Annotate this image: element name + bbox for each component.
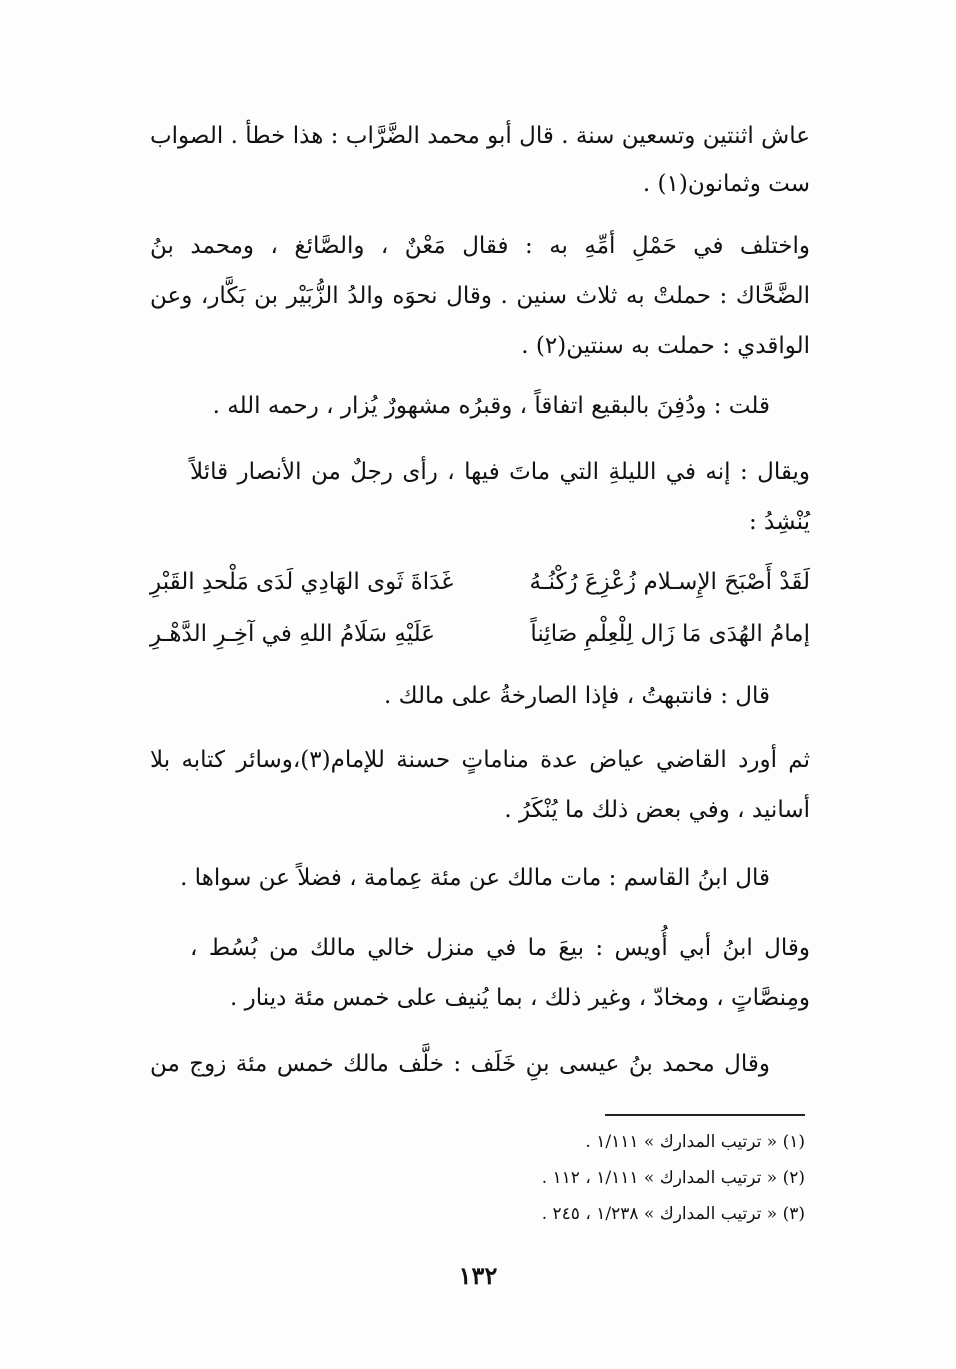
paragraph-3-line-1: قلت : ودُفِنَ بالبقيع اتفاقاً ، وقبرُه مشهورٌ يُزار ، رحمه الله . [212, 393, 770, 419]
paragraph-2-line-2: الضَّحَّاك : حملتْ به ثلاث سنين . وقال نحوَه والدُ الزُّبَيْر بن بَكَّار، وعن [150, 283, 810, 309]
footnote-separator [605, 1114, 805, 1116]
paragraph-6-line-1: ثم أورد القاضي عياض عدة مناماتٍ حسنة للإمام(٣)،وسائر كتابه بلا [150, 747, 810, 773]
verse-2-second-hemistich: عَلَيْهِ سَلَامُ اللهِ في آخِـرِ الدَّهْـرِ [150, 621, 435, 647]
paragraph-9-line-1: وقال محمد بنُ عيسى بنِ خَلَف : خلَّف مالك خمس مئة زوج من [150, 1051, 770, 1077]
verse-1 [150, 560, 810, 604]
verse-2 [150, 612, 810, 656]
paragraph-4-line-1: ويقال : إنه في الليلةِ التي ماتَ فيها ، رأى رجلٌ من الأنصار قائلاً [190, 459, 810, 485]
paragraph-1-line-1: عاش اثنتين وتسعين سنة . قال أبو محمد الضَّرَّاب : هذا خطأ . الصواب [150, 123, 810, 149]
paragraph-5-line-1: قال : فانتبهتُ ، فإذا الصارخةُ على مالك . [383, 683, 770, 709]
footnote-3: (٣) « ترتيب المدارك » ١/٢٣٨ ، ٢٤٥ . [541, 1204, 805, 1224]
paragraph-6-line-2: أسانيد ، وفي بعض ذلك ما يُنْكَرُ . [504, 797, 810, 823]
paragraph-7-line-1: قال ابنُ القاسم : مات مالك عن مئة عِمامة ، فضلاً عن سواها . [180, 865, 770, 891]
verse-1-second-hemistich: غَدَاةَ ثَوى الهَادِي لَدَى مَلْحدِ القَبْرِ [150, 569, 454, 595]
footnote-1: (١) « ترتيب المدارك » ١/١١١ . [585, 1132, 805, 1152]
verse-2-first-hemistich: إمامُ الهُدَى مَا زَال لِلْعِلْمِ صَائِناً [530, 621, 810, 647]
paragraph-4-line-2: يُنْشِدُ : [749, 509, 810, 535]
paragraph-8-line-2: ومِنصَّاتٍ ، ومخادّ ، وغير ذلك ، بما يُنيف على خمس مئة دينار . [230, 985, 810, 1011]
page-number: ١٣٢ [458, 1261, 498, 1290]
footnote-2: (٢) « ترتيب المدارك » ١/١١١ ، ١١٢ . [541, 1168, 805, 1188]
paragraph-8-line-1: وقال ابنُ أبي أُويس : بيعَ ما في منزل خالي مالك من بُسُط ، [190, 935, 810, 961]
verse-1-first-hemistich: لَقَدْ أَصْبَحَ الإِسـلام زُعْزِعَ رُكْنُـهُ [529, 569, 810, 595]
paragraph-1-line-2: ست وثمانون(١) . [642, 171, 810, 197]
paragraph-2-line-3: الواقدي : حملت به سنتين(٢) . [521, 333, 810, 359]
paragraph-2-line-1: واختلف في حَمْلِ أمِّهِ به : فقال مَعْنٌ ، والصَّائغ ، ومحمد بنُ [150, 233, 810, 259]
